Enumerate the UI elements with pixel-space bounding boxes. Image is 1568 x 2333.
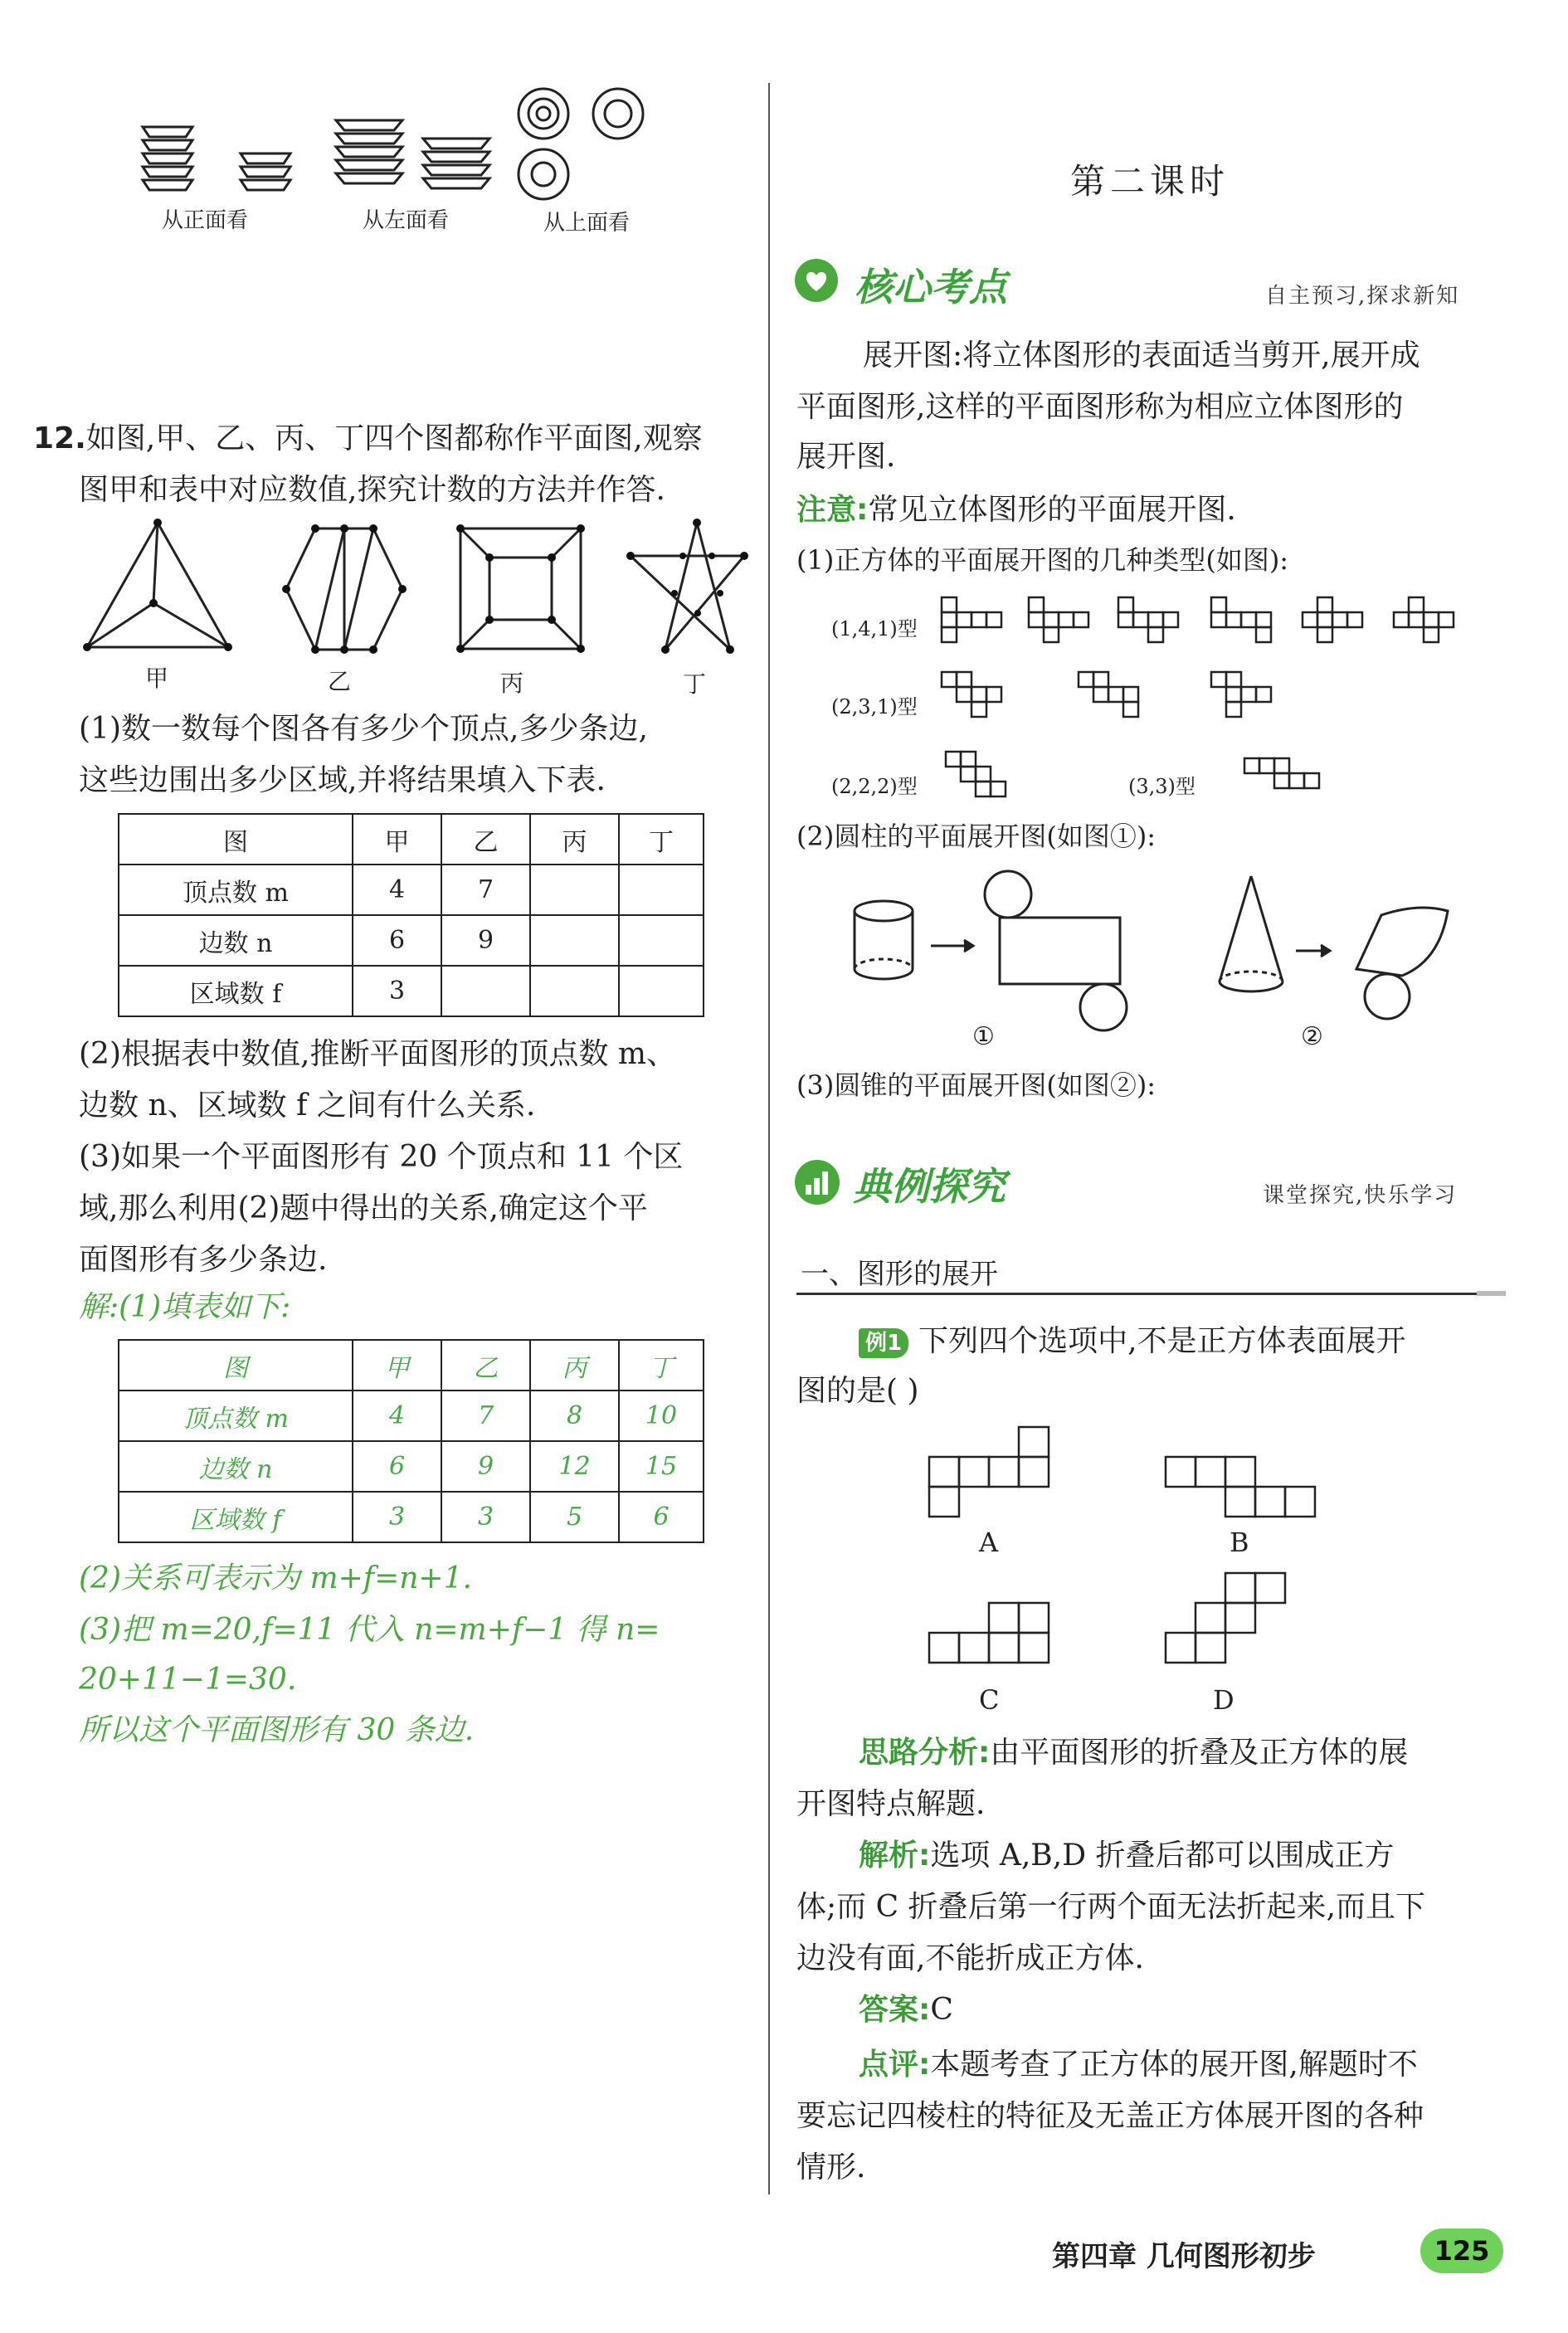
item1-text: (1)正方体的平面展开图的几种类型(如图): — [796, 544, 1289, 576]
definition-line-1: 展开图:将立体图形的表面适当剪开,展开成 — [863, 339, 1420, 373]
top-view-circles — [519, 89, 643, 199]
net-type-231: (2,3,1)型 — [831, 695, 918, 718]
cone-net — [1356, 908, 1448, 1019]
core-section-title: 核心考点 — [855, 265, 1007, 309]
table-row: 区域数 f 3 — [119, 966, 704, 1016]
cube-nets-figure — [937, 596, 1485, 811]
table-row: 边数 n 6 9 — [119, 915, 704, 966]
option-a-net — [929, 1427, 1049, 1517]
net-type-222: (2,2,2)型 — [831, 775, 918, 798]
q12-line-2: 图甲和表中对应数值,探究计数的方法并作答. — [79, 473, 665, 507]
figure-ding — [631, 523, 744, 650]
front-view-label: 从正面看 — [162, 208, 249, 233]
question-table — [118, 813, 704, 1017]
cylinder-solid — [855, 901, 913, 979]
q12-part2-line-1: (2)根据表中数值,推断平面图形的顶点数 m、 — [79, 1037, 677, 1071]
solution-line-c: 边没有面,不能折成正方体. — [796, 1941, 1144, 1975]
net-type-141: (1,4,1)型 — [831, 617, 918, 640]
solution-line-2: (3)把 m=20,f=11 代入 n=m+f−1 得 n= — [79, 1613, 660, 1647]
note-label: 注意: — [796, 493, 869, 527]
solution-line-b: 体;而 C 折叠后第一行两个面无法折起来,而且下 — [796, 1890, 1426, 1924]
solution-line-4: 所以这个平面图形有 30 条边. — [79, 1713, 475, 1747]
figure-yi — [286, 528, 402, 650]
answer-table — [118, 1339, 704, 1543]
chapter-footer: 第四章 几何图形初步 — [1052, 2240, 1316, 2273]
comment-label: 点评: — [859, 2048, 931, 2082]
question-number: 12. — [33, 421, 86, 455]
definition-line-2: 平面图形,这样的平面图形称为相应立体图形的 — [796, 390, 1404, 424]
cylinder-cone-figure — [838, 869, 1485, 1035]
item3-text: (3)圆锥的平面展开图(如图②): — [796, 1069, 1157, 1101]
fig-num-1: ① — [972, 1022, 995, 1051]
cylinder-net — [985, 871, 1127, 1030]
chart-icon — [795, 1160, 840, 1205]
q12-part3-line-3: 面图形有多少条边. — [79, 1243, 328, 1277]
left-view-label: 从左面看 — [363, 208, 450, 233]
figure-label-bing: 丙 — [500, 670, 524, 697]
option-d-net — [1166, 1573, 1285, 1663]
analysis-line-2: 开图特点解题. — [796, 1787, 986, 1821]
solution-line-a: 解析:选项 A,B,D 折叠后都可以围成正方 — [859, 1839, 1395, 1873]
core-section-tag: 自主预习,探求新知 — [1265, 284, 1460, 309]
option-b-label: B — [1230, 1527, 1249, 1558]
rule-accent — [1477, 1291, 1506, 1296]
figure-label-jia: 甲 — [145, 665, 169, 692]
q12-part1-line-1: (1)数一数每个图各有多少个顶点,多少条边, — [79, 712, 648, 746]
fig-num-2: ② — [1301, 1022, 1323, 1051]
example-line-2: 图的是( ) — [796, 1374, 919, 1408]
option-nets-figure — [913, 1419, 1344, 1701]
q12-part3-line-1: (3)如果一个平面图形有 20 个顶点和 11 个区 — [79, 1140, 684, 1174]
analysis-label: 思路分析: — [859, 1736, 991, 1770]
solution-intro: 解:(1)填表如下: — [79, 1290, 291, 1324]
planar-figures — [71, 510, 767, 701]
comment-line-2: 要忘记四棱柱的特征及无盖正方体展开图的各种 — [796, 2099, 1424, 2133]
comment-line-1: 点评:本题考查了正方体的展开图,解题时不 — [859, 2048, 1418, 2082]
definition-line-3: 展开图. — [796, 440, 896, 474]
subheading: 一、图形的展开 — [801, 1258, 998, 1291]
q12-line-1: 12.如图,甲、乙、丙、丁四个图都称作平面图,观察 — [33, 421, 703, 455]
solution-line-1: (2)关系可表示为 m+f=n+1. — [79, 1561, 472, 1595]
figure-label-ding: 丁 — [683, 670, 707, 698]
page-number: 125 — [1420, 2228, 1503, 2273]
table-row: 顶点数 m 4 7 8 10 — [119, 1391, 704, 1441]
example-section-title: 典例探究 — [853, 1164, 1006, 1209]
net-type-33: (3,3)型 — [1128, 775, 1195, 798]
analysis-line-1: 思路分析:由平面图形的折叠及正方体的展 — [859, 1736, 1409, 1770]
option-c-label: C — [979, 1684, 1000, 1716]
q12-part2-line-2: 边数 n、区域数 f 之间有什么关系. — [79, 1089, 536, 1123]
top-view-label: 从上面看 — [543, 211, 631, 236]
figure-jia — [87, 523, 228, 647]
front-view-stack — [143, 127, 290, 190]
example-line-1: 例1 下列四个选项中,不是正方体表面展开 — [859, 1316, 1406, 1366]
subheading-rule — [796, 1293, 1506, 1295]
left-view-stack — [336, 120, 489, 188]
comment-line-3: 情形. — [796, 2150, 866, 2184]
answer-line — [859, 1985, 953, 2035]
option-b-net — [1166, 1457, 1315, 1517]
heart-icon — [795, 259, 838, 302]
lesson-title: 第二课时 — [1070, 161, 1230, 202]
table-row: 边数 n 6 9 12 15 — [119, 1441, 704, 1492]
item2-text: (2)圆柱的平面展开图(如图①): — [796, 821, 1157, 852]
cone-solid — [1220, 876, 1283, 991]
option-c-net — [929, 1603, 1049, 1663]
column-divider — [768, 83, 770, 2194]
answer-label: 答案: — [859, 1993, 931, 2027]
solution-label: 解析: — [859, 1839, 931, 1873]
figure-label-yi: 乙 — [328, 668, 352, 695]
figure-bing — [460, 528, 581, 649]
solution-line-3: 20+11−1=30. — [79, 1663, 297, 1697]
example-badge: 例1 — [859, 1328, 908, 1358]
table-row: 图 甲 乙 丙 丁 — [119, 1340, 704, 1391]
example-section-tag: 课堂探究,快乐学习 — [1263, 1183, 1458, 1208]
q12-part3-line-2: 域,那么利用(2)题中得出的关系,确定这个平 — [79, 1191, 648, 1225]
answer-value: C — [930, 1993, 953, 2027]
note-line: 注意:常见立体图形的平面展开图. — [796, 493, 1236, 527]
table-row: 区域数 f 3 3 5 6 — [119, 1492, 704, 1542]
table-row: 顶点数 m 4 7 — [119, 865, 704, 915]
option-d-label: D — [1213, 1684, 1234, 1716]
table-row: 图 甲 乙 丙 丁 — [119, 814, 704, 865]
q12-part1-line-2: 这些边围出多少区域,并将结果填入下表. — [79, 763, 606, 797]
option-a-label: A — [979, 1527, 999, 1558]
